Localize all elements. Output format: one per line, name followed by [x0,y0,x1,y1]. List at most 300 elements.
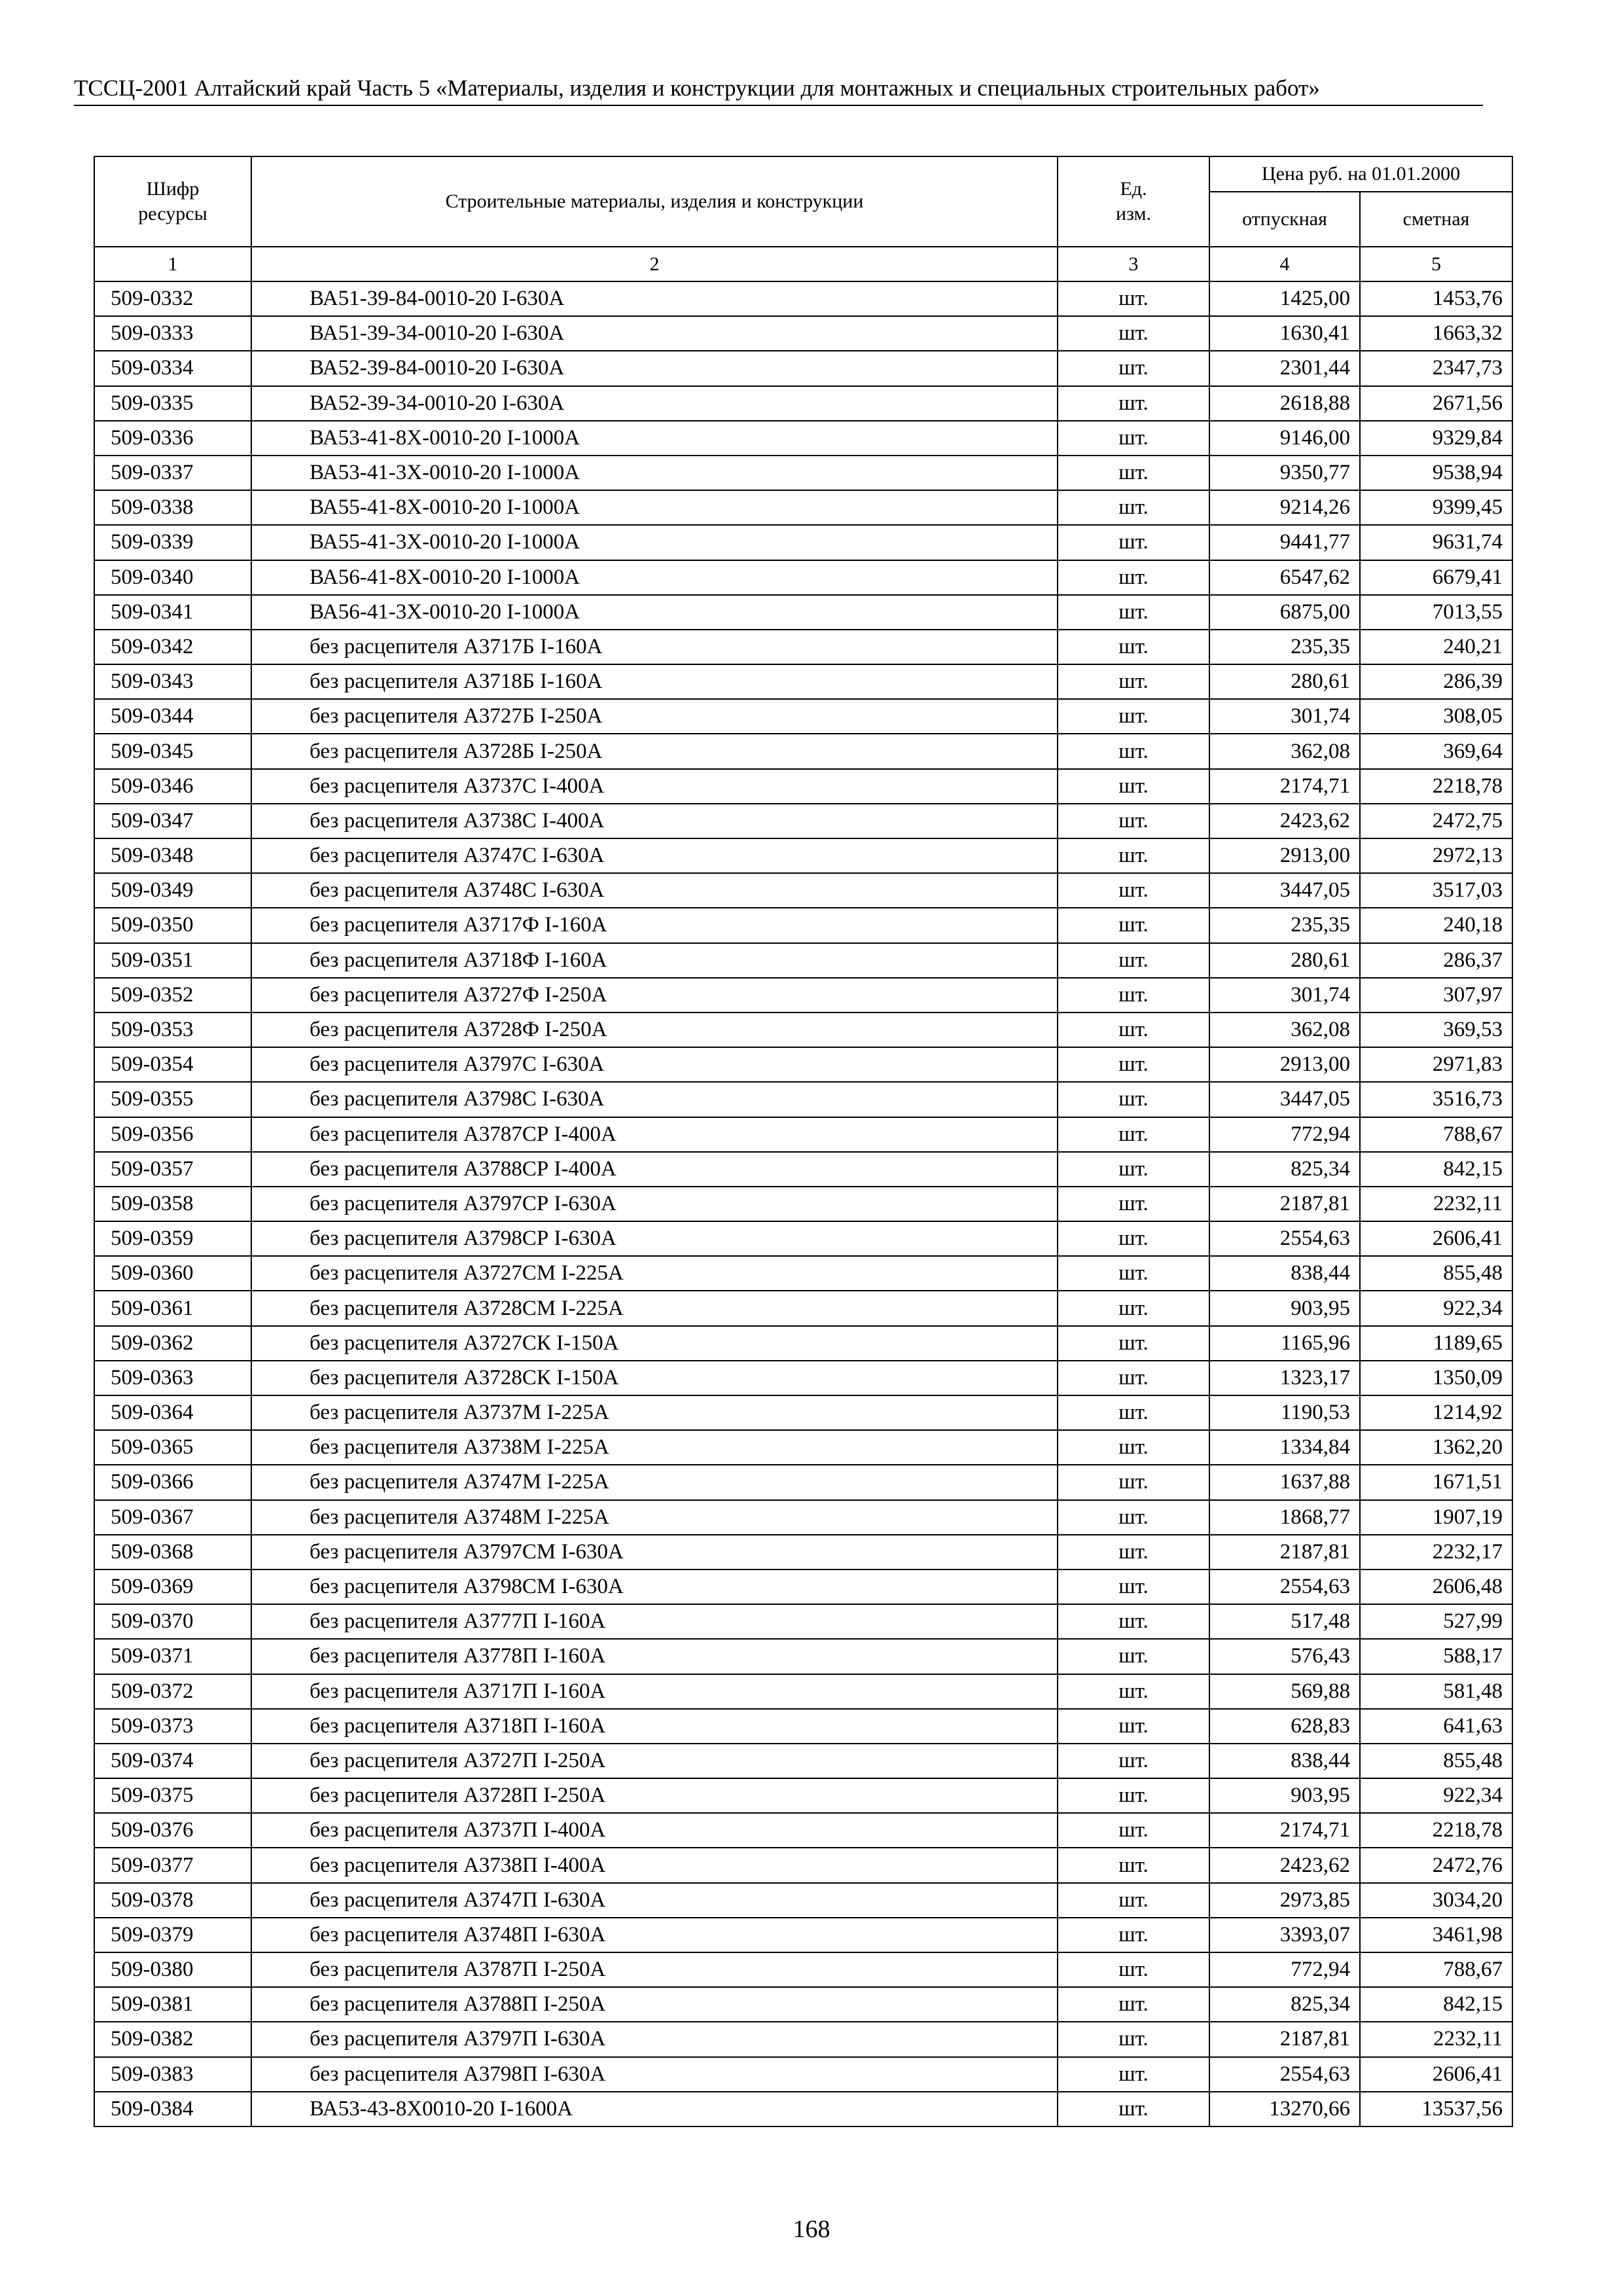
material-name-cell: без расцепителя А3727СК I-150А [251,1326,1058,1361]
resource-code-cell: 509-0362 [94,1326,251,1361]
unit-cell: шт. [1058,1570,1209,1604]
release-price-cell: 1323,17 [1209,1361,1360,1395]
column-number: 2 [251,247,1058,281]
resource-code-cell: 509-0361 [94,1291,251,1325]
unit-cell: шт. [1058,1987,1209,2022]
table-row [94,456,1512,490]
unit-cell: шт. [1058,2057,1209,2092]
estimate-price-cell: 308,05 [1360,699,1512,734]
release-price-cell: 2618,88 [1209,386,1360,421]
table-row [94,943,1512,978]
release-price-cell: 838,44 [1209,1256,1360,1291]
page-number: 168 [793,2215,830,2243]
unit-cell: шт. [1058,421,1209,456]
resource-code-cell: 509-0371 [94,1639,251,1674]
unit-cell: шт. [1058,1918,1209,1952]
resource-code-cell: 509-0364 [94,1395,251,1430]
resource-code-cell: 509-0384 [94,2092,251,2126]
resource-code-cell: 509-0332 [94,281,251,316]
table-row [94,1987,1512,2022]
table-row [94,1256,1512,1291]
resource-code-cell: 509-0372 [94,1674,251,1709]
table-row [94,1570,1512,1604]
release-price-cell: 3447,05 [1209,1082,1360,1117]
release-price-cell: 2187,81 [1209,2022,1360,2056]
material-name-cell: ВА53-43-8Х0010-20 I-1600А [251,2092,1058,2126]
material-name-cell: без расцепителя А3748П I-630А [251,1918,1058,1952]
table-row [94,1918,1512,1952]
estimate-price-cell: 2472,76 [1360,1848,1512,1882]
release-price-cell: 825,34 [1209,1987,1360,2022]
material-name-cell: без расцепителя А3717Б I-160А [251,630,1058,664]
material-name-cell: без расцепителя А3778П I-160А [251,1639,1058,1674]
table-row [94,1117,1512,1152]
document-header: ТССЦ-2001 Алтайский край Часть 5 «Материалы, изделия и конструкции для монтажных и специальных строительных работ» [74,73,1483,106]
material-name-cell: без расцепителя А3718Ф I-160А [251,943,1058,978]
column-header-unit: Ед. изм. [1058,156,1209,247]
unit-cell: шт. [1058,1395,1209,1430]
release-price-cell: 9441,77 [1209,525,1360,560]
estimate-price-cell: 2971,83 [1360,1047,1512,1082]
unit-cell: шт. [1058,908,1209,942]
release-price-cell: 517,48 [1209,1604,1360,1639]
table-row [94,1604,1512,1639]
material-name-cell: без расцепителя А3728П I-250А [251,1778,1058,1813]
estimate-price-cell: 922,34 [1360,1778,1512,1813]
resource-code-cell: 509-0346 [94,769,251,804]
unit-cell: шт. [1058,595,1209,630]
resource-code-cell: 509-0363 [94,1361,251,1395]
table-row [94,2092,1512,2126]
release-price-cell: 772,94 [1209,1117,1360,1152]
table-row [94,630,1512,664]
release-price-cell: 903,95 [1209,1291,1360,1325]
estimate-price-cell: 2218,78 [1360,769,1512,804]
resource-code-cell: 509-0360 [94,1256,251,1291]
unit-cell: шт. [1058,873,1209,908]
resource-code-cell: 509-0379 [94,1918,251,1952]
unit-cell: шт. [1058,1082,1209,1117]
release-price-cell: 1868,77 [1209,1500,1360,1535]
table-row [94,978,1512,1013]
material-name-cell: без расцепителя А3717Ф I-160А [251,908,1058,942]
table-row [94,1465,1512,1499]
estimate-price-cell: 788,67 [1360,1117,1512,1152]
unit-cell: шт. [1058,630,1209,664]
estimate-price-cell: 1350,09 [1360,1361,1512,1395]
estimate-price-cell: 2671,56 [1360,386,1512,421]
material-name-cell: ВА53-41-8Х-0010-20 I-1000А [251,421,1058,456]
material-name-cell: ВА56-41-8Х-0010-20 I-1000А [251,560,1058,595]
resource-code-cell: 509-0365 [94,1430,251,1465]
release-price-cell: 772,94 [1209,1952,1360,1987]
resource-code-cell: 509-0380 [94,1952,251,1987]
material-name-cell: без расцепителя А3728СК I-150А [251,1361,1058,1395]
unit-cell: шт. [1058,838,1209,873]
table-row [94,1709,1512,1744]
column-number: 1 [94,247,251,281]
material-name-cell: без расцепителя А3788П I-250А [251,1987,1058,2022]
material-name-cell: без расцепителя А3777П I-160А [251,1604,1058,1639]
release-price-cell: 301,74 [1209,699,1360,734]
estimate-price-cell: 9399,45 [1360,490,1512,525]
release-price-cell: 2174,71 [1209,769,1360,804]
release-price-cell: 9146,00 [1209,421,1360,456]
unit-cell: шт. [1058,490,1209,525]
unit-cell: шт. [1058,1361,1209,1395]
table-row [94,490,1512,525]
material-name-cell: без расцепителя А3738П I-400А [251,1848,1058,1882]
resource-code-cell: 509-0349 [94,873,251,908]
estimate-price-cell: 1362,20 [1360,1430,1512,1465]
material-name-cell: без расцепителя А3797П I-630А [251,2022,1058,2056]
column-header-price-group: Цена руб. на 01.01.2000 [1209,156,1512,192]
table-row [94,1883,1512,1918]
estimate-price-cell: 2606,41 [1360,1221,1512,1256]
estimate-price-cell: 3517,03 [1360,873,1512,908]
resource-code-cell: 509-0355 [94,1082,251,1117]
unit-cell: шт. [1058,1674,1209,1709]
release-price-cell: 2423,62 [1209,1848,1360,1882]
estimate-price-cell: 2606,48 [1360,1570,1512,1604]
resource-code-cell: 509-0368 [94,1535,251,1570]
release-price-cell: 13270,66 [1209,2092,1360,2126]
estimate-price-cell: 922,34 [1360,1291,1512,1325]
unit-cell: шт. [1058,1778,1209,1813]
estimate-price-cell: 2472,75 [1360,804,1512,838]
unit-cell: шт. [1058,1813,1209,1848]
table-row [94,1535,1512,1570]
estimate-price-cell: 2218,78 [1360,1813,1512,1848]
table-row [94,386,1512,421]
column-number-row [94,247,1512,281]
estimate-price-cell: 2232,17 [1360,1535,1512,1570]
estimate-price-cell: 7013,55 [1360,595,1512,630]
resource-code-cell: 509-0382 [94,2022,251,2056]
unit-cell: шт. [1058,525,1209,560]
unit-cell: шт. [1058,769,1209,804]
table-row [94,351,1512,386]
estimate-price-cell: 369,53 [1360,1013,1512,1047]
table-row [94,1430,1512,1465]
table-row [94,1395,1512,1430]
table-row [94,1152,1512,1187]
table-row [94,281,1512,316]
release-price-cell: 6875,00 [1209,595,1360,630]
estimate-price-cell: 588,17 [1360,1639,1512,1674]
release-price-cell: 569,88 [1209,1674,1360,1709]
unit-cell: шт. [1058,1465,1209,1499]
material-name-cell: без расцепителя А3747С I-630А [251,838,1058,873]
unit-cell: шт. [1058,943,1209,978]
material-name-cell: ВА51-39-34-0010-20 I-630А [251,316,1058,351]
unit-cell: шт. [1058,1117,1209,1152]
release-price-cell: 9214,26 [1209,490,1360,525]
material-name-cell: без расцепителя А3718Б I-160А [251,664,1058,699]
material-name-cell: ВА52-39-34-0010-20 I-630А [251,386,1058,421]
table-row [94,1778,1512,1813]
resource-code-cell: 509-0353 [94,1013,251,1047]
material-name-cell: без расцепителя А3787П I-250А [251,1952,1058,1987]
resource-code-cell: 509-0359 [94,1221,251,1256]
release-price-cell: 2423,62 [1209,804,1360,838]
column-header-name: Строительные материалы, изделия и конструкции [251,156,1058,247]
unit-cell: шт. [1058,351,1209,386]
table-row [94,316,1512,351]
release-price-cell: 1334,84 [1209,1430,1360,1465]
estimate-price-cell: 2606,41 [1360,2057,1512,2092]
resource-code-cell: 509-0354 [94,1047,251,1082]
unit-cell: шт. [1058,1221,1209,1256]
release-price-cell: 235,35 [1209,908,1360,942]
unit-cell: шт. [1058,1883,1209,1918]
unit-cell: шт. [1058,978,1209,1013]
estimate-price-cell: 369,64 [1360,734,1512,768]
release-price-cell: 2187,81 [1209,1187,1360,1221]
table-row [94,1187,1512,1221]
release-price-cell: 2554,63 [1209,1221,1360,1256]
resource-code-cell: 509-0377 [94,1848,251,1882]
table-row [94,1744,1512,1778]
release-price-cell: 2554,63 [1209,2057,1360,2092]
release-price-cell: 3393,07 [1209,1918,1360,1952]
material-name-cell: без расцепителя А3798СМ I-630А [251,1570,1058,1604]
unit-cell: шт. [1058,316,1209,351]
resource-code-cell: 509-0378 [94,1883,251,1918]
estimate-price-cell: 641,63 [1360,1709,1512,1744]
resource-code-cell: 509-0366 [94,1465,251,1499]
material-name-cell: без расцепителя А3798С I-630А [251,1082,1058,1117]
estimate-price-cell: 3034,20 [1360,1883,1512,1918]
material-name-cell: ВА51-39-84-0010-20 I-630А [251,281,1058,316]
unit-cell: шт. [1058,1013,1209,1047]
resource-code-cell: 509-0343 [94,664,251,699]
material-name-cell: без расцепителя А3727Ф I-250А [251,978,1058,1013]
table-row [94,1221,1512,1256]
table-row [94,664,1512,699]
material-name-cell: без расцепителя А3738С I-400А [251,804,1058,838]
estimate-price-cell: 2232,11 [1360,1187,1512,1221]
resource-code-cell: 509-0342 [94,630,251,664]
release-price-cell: 6547,62 [1209,560,1360,595]
release-price-cell: 838,44 [1209,1744,1360,1778]
table-row [94,769,1512,804]
material-name-cell: ВА52-39-84-0010-20 I-630А [251,351,1058,386]
column-header-code: Шифр ресурсы [94,156,251,247]
table-row [94,1500,1512,1535]
unit-cell: шт. [1058,804,1209,838]
column-header-estimate-price: сметная [1360,192,1512,247]
table-row [94,595,1512,630]
table-row [94,1848,1512,1882]
release-price-cell: 903,95 [1209,1778,1360,1813]
estimate-price-cell: 1214,92 [1360,1395,1512,1430]
unit-cell: шт. [1058,664,1209,699]
column-header-release-price: отпускная [1209,192,1360,247]
estimate-price-cell: 13537,56 [1360,2092,1512,2126]
unit-cell: шт. [1058,1848,1209,1882]
table-row [94,2022,1512,2056]
table-row [94,873,1512,908]
material-name-cell: без расцепителя А3747П I-630А [251,1883,1058,1918]
unit-cell: шт. [1058,1291,1209,1325]
resource-code-cell: 509-0375 [94,1778,251,1813]
resource-code-cell: 509-0345 [94,734,251,768]
estimate-price-cell: 2347,73 [1360,351,1512,386]
release-price-cell: 1425,00 [1209,281,1360,316]
unit-cell: шт. [1058,2022,1209,2056]
release-price-cell: 2174,71 [1209,1813,1360,1848]
unit-cell: шт. [1058,1326,1209,1361]
estimate-price-cell: 2972,13 [1360,838,1512,873]
material-name-cell: без расцепителя А3738М I-225А [251,1430,1058,1465]
estimate-price-cell: 3516,73 [1360,1082,1512,1117]
table-row [94,560,1512,595]
resource-code-cell: 509-0369 [94,1570,251,1604]
estimate-price-cell: 788,67 [1360,1952,1512,1987]
release-price-cell: 2973,85 [1209,1883,1360,1918]
estimate-price-cell: 9538,94 [1360,456,1512,490]
material-name-cell: без расцепителя А3798СР I-630А [251,1221,1058,1256]
resource-code-cell: 509-0340 [94,560,251,595]
resource-code-cell: 509-0335 [94,386,251,421]
release-price-cell: 301,74 [1209,978,1360,1013]
resource-code-cell: 509-0351 [94,943,251,978]
resource-code-cell: 509-0367 [94,1500,251,1535]
unit-cell: шт. [1058,1256,1209,1291]
resource-code-cell: 509-0338 [94,490,251,525]
material-name-cell: без расцепителя А3728Ф I-250А [251,1013,1058,1047]
estimate-price-cell: 842,15 [1360,1987,1512,2022]
resource-code-cell: 509-0350 [94,908,251,942]
resource-code-cell: 509-0381 [94,1987,251,2022]
table-row [94,2057,1512,2092]
resource-code-cell: 509-0357 [94,1152,251,1187]
table-row [94,908,1512,942]
resource-code-cell: 509-0370 [94,1604,251,1639]
table-row [94,1674,1512,1709]
material-name-cell: без расцепителя А3787СР I-400А [251,1117,1058,1152]
unit-cell: шт. [1058,2092,1209,2126]
table-row [94,1013,1512,1047]
material-name-cell: без расцепителя А3728Б I-250А [251,734,1058,768]
resource-code-cell: 509-0358 [94,1187,251,1221]
estimate-price-cell: 1453,76 [1360,281,1512,316]
unit-cell: шт. [1058,1152,1209,1187]
table-row [94,734,1512,768]
estimate-price-cell: 9329,84 [1360,421,1512,456]
resource-code-cell: 509-0383 [94,2057,251,2092]
column-number: 4 [1209,247,1360,281]
material-name-cell: ВА55-41-8Х-0010-20 I-1000А [251,490,1058,525]
resource-code-cell: 509-0333 [94,316,251,351]
release-price-cell: 1630,41 [1209,316,1360,351]
release-price-cell: 576,43 [1209,1639,1360,1674]
price-table [94,156,1513,2127]
material-name-cell: без расцепителя А3717П I-160А [251,1674,1058,1709]
resource-code-cell: 509-0339 [94,525,251,560]
release-price-cell: 1165,96 [1209,1326,1360,1361]
estimate-price-cell: 286,37 [1360,943,1512,978]
table-row [94,525,1512,560]
material-name-cell: ВА53-41-3Х-0010-20 I-1000А [251,456,1058,490]
material-name-cell: без расцепителя А3727Б I-250А [251,699,1058,734]
estimate-price-cell: 855,48 [1360,1744,1512,1778]
material-name-cell: без расцепителя А3728СМ I-225А [251,1291,1058,1325]
estimate-price-cell: 1671,51 [1360,1465,1512,1499]
estimate-price-cell: 842,15 [1360,1152,1512,1187]
release-price-cell: 280,61 [1209,943,1360,978]
estimate-price-cell: 286,39 [1360,664,1512,699]
resource-code-cell: 509-0352 [94,978,251,1013]
estimate-price-cell: 240,18 [1360,908,1512,942]
material-name-cell: без расцепителя А3748С I-630А [251,873,1058,908]
material-name-cell: ВА56-41-3Х-0010-20 I-1000А [251,595,1058,630]
estimate-price-cell: 1907,19 [1360,1500,1512,1535]
unit-cell: шт. [1058,1500,1209,1535]
resource-code-cell: 509-0344 [94,699,251,734]
table-row [94,1639,1512,1674]
table-row [94,1291,1512,1325]
table-row [94,838,1512,873]
resource-code-cell: 509-0347 [94,804,251,838]
material-name-cell: без расцепителя А3798П I-630А [251,2057,1058,2092]
resource-code-cell: 509-0337 [94,456,251,490]
table-row [94,1047,1512,1082]
unit-cell: шт. [1058,1535,1209,1570]
material-name-cell: без расцепителя А3727П I-250А [251,1744,1058,1778]
material-name-cell: без расцепителя А3737С I-400А [251,769,1058,804]
unit-cell: шт. [1058,1430,1209,1465]
release-price-cell: 2187,81 [1209,1535,1360,1570]
estimate-price-cell: 9631,74 [1360,525,1512,560]
table-row [94,1082,1512,1117]
table-row [94,699,1512,734]
unit-cell: шт. [1058,1952,1209,1987]
estimate-price-cell: 855,48 [1360,1256,1512,1291]
unit-cell: шт. [1058,1744,1209,1778]
column-number: 3 [1058,247,1209,281]
estimate-price-cell: 581,48 [1360,1674,1512,1709]
material-name-cell: без расцепителя А3748М I-225А [251,1500,1058,1535]
estimate-price-cell: 1189,65 [1360,1326,1512,1361]
release-price-cell: 825,34 [1209,1152,1360,1187]
release-price-cell: 1637,88 [1209,1465,1360,1499]
release-price-cell: 280,61 [1209,664,1360,699]
estimate-price-cell: 307,97 [1360,978,1512,1013]
estimate-price-cell: 2232,11 [1360,2022,1512,2056]
release-price-cell: 235,35 [1209,630,1360,664]
resource-code-cell: 509-0376 [94,1813,251,1848]
release-price-cell: 628,83 [1209,1709,1360,1744]
table-row [94,1326,1512,1361]
material-name-cell: без расцепителя А3718П I-160А [251,1709,1058,1744]
release-price-cell: 2913,00 [1209,838,1360,873]
table-row [94,1952,1512,1987]
table-row [94,1813,1512,1848]
material-name-cell: без расцепителя А3797СР I-630А [251,1187,1058,1221]
material-name-cell: без расцепителя А3797СМ I-630А [251,1535,1058,1570]
material-name-cell: без расцепителя А3797С I-630А [251,1047,1058,1082]
release-price-cell: 3447,05 [1209,873,1360,908]
resource-code-cell: 509-0341 [94,595,251,630]
release-price-cell: 9350,77 [1209,456,1360,490]
material-name-cell: без расцепителя А3737М I-225А [251,1395,1058,1430]
release-price-cell: 1190,53 [1209,1395,1360,1430]
unit-cell: шт. [1058,1604,1209,1639]
resource-code-cell: 509-0373 [94,1709,251,1744]
unit-cell: шт. [1058,1709,1209,1744]
